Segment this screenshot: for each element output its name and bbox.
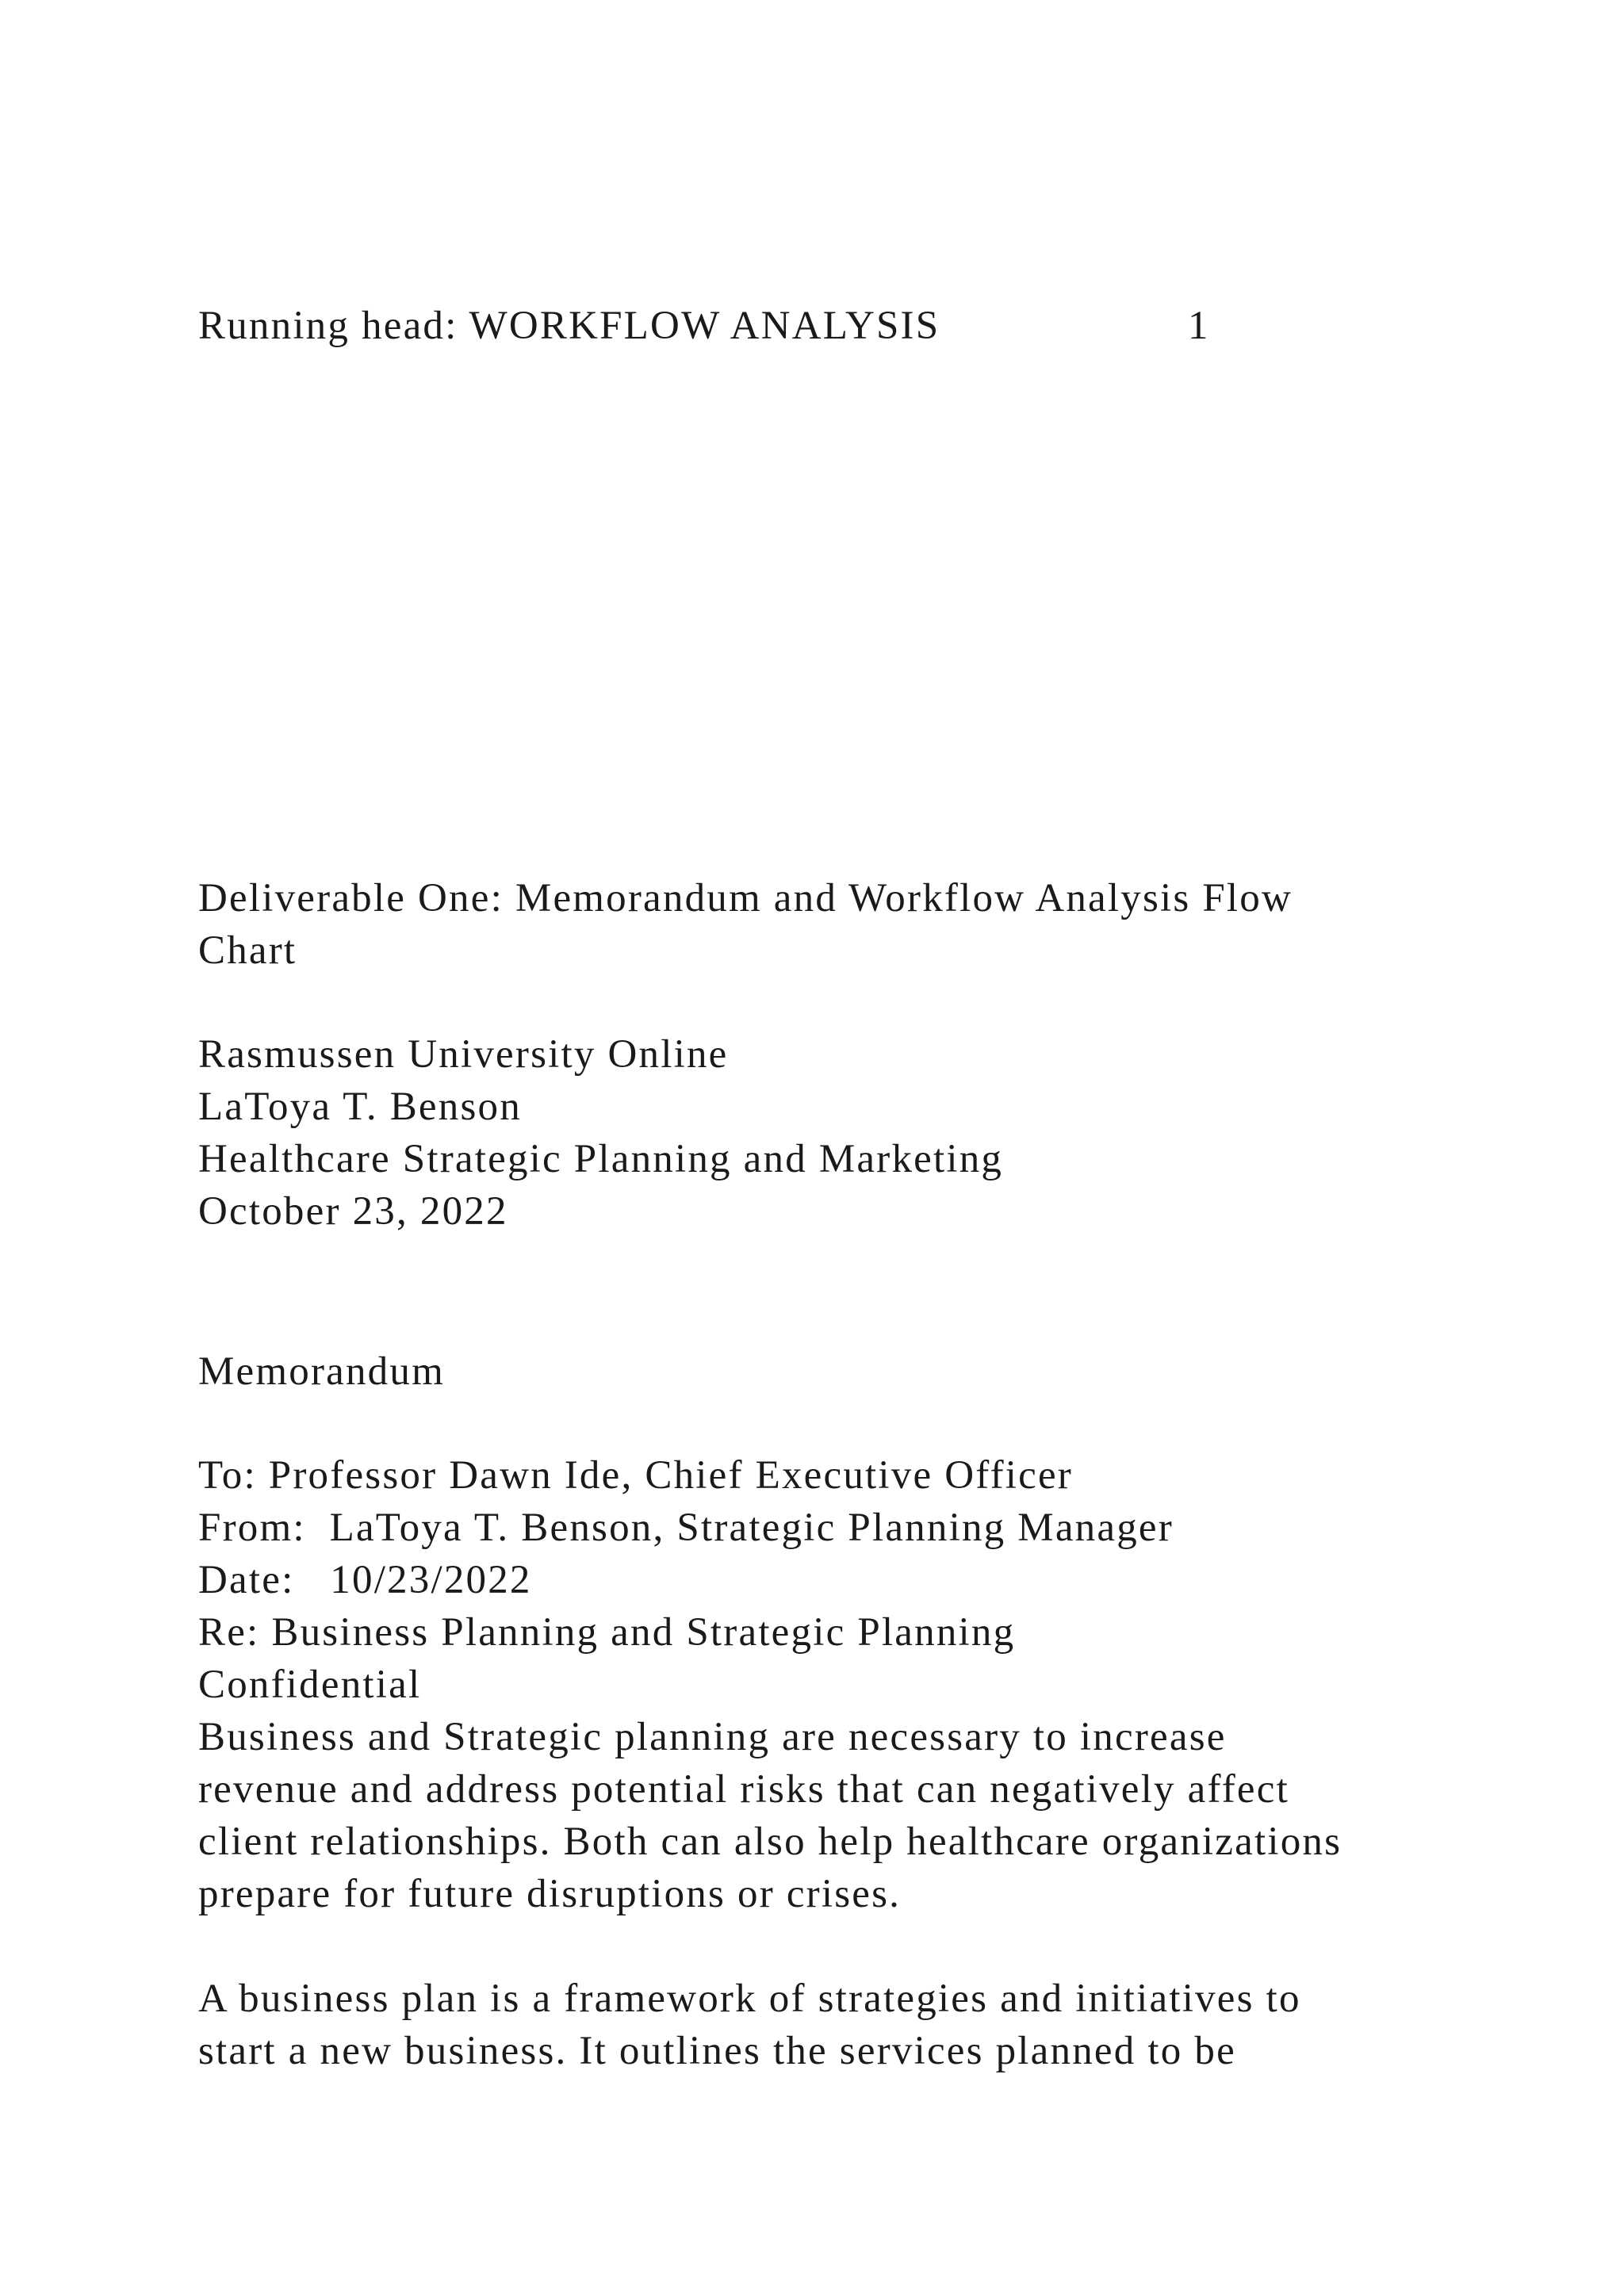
memo-confidential-line: Confidential (198, 1663, 422, 1707)
paragraph-1-line-4: prepare for future disruptions or crises. (198, 1872, 902, 1916)
course-name: Healthcare Strategic Planning and Marketing (198, 1137, 1004, 1181)
paragraph-2-line-1: A business plan is a framework of strategies and initiatives to (198, 1976, 1301, 2021)
running-head: Running head: WORKFLOW ANALYSIS (198, 304, 940, 348)
page-number: 1 (1188, 304, 1208, 348)
memo-re-line: Re: Business Planning and Strategic Planning (198, 1610, 1016, 1655)
memo-heading: Memorandum (198, 1349, 445, 1394)
paragraph-1-line-2: revenue and address potential risks that can negatively affect (198, 1767, 1289, 1812)
paragraph-1-line-1: Business and Strategic planning are necessary to increase (198, 1715, 1227, 1759)
submission-date: October 23, 2022 (198, 1189, 508, 1234)
paragraph-1-line-3: client relationships. Both can also help healthcare organizations (198, 1820, 1342, 1864)
author-name: LaToya T. Benson (198, 1085, 522, 1129)
memo-from-line: From: LaToya T. Benson, Strategic Planning Manager (198, 1506, 1174, 1550)
memo-to-line: To: Professor Dawn Ide, Chief Executive Officer (198, 1453, 1073, 1498)
paragraph-2-line-2: start a new business. It outlines the services planned to be (198, 2029, 1236, 2073)
memo-date-line: Date: 10/23/2022 (198, 1558, 532, 1602)
document-title-line-2: Chart (198, 928, 297, 973)
institution-name: Rasmussen University Online (198, 1032, 729, 1077)
document-title-line-1: Deliverable One: Memorandum and Workflow Analysis Flow (198, 876, 1293, 920)
